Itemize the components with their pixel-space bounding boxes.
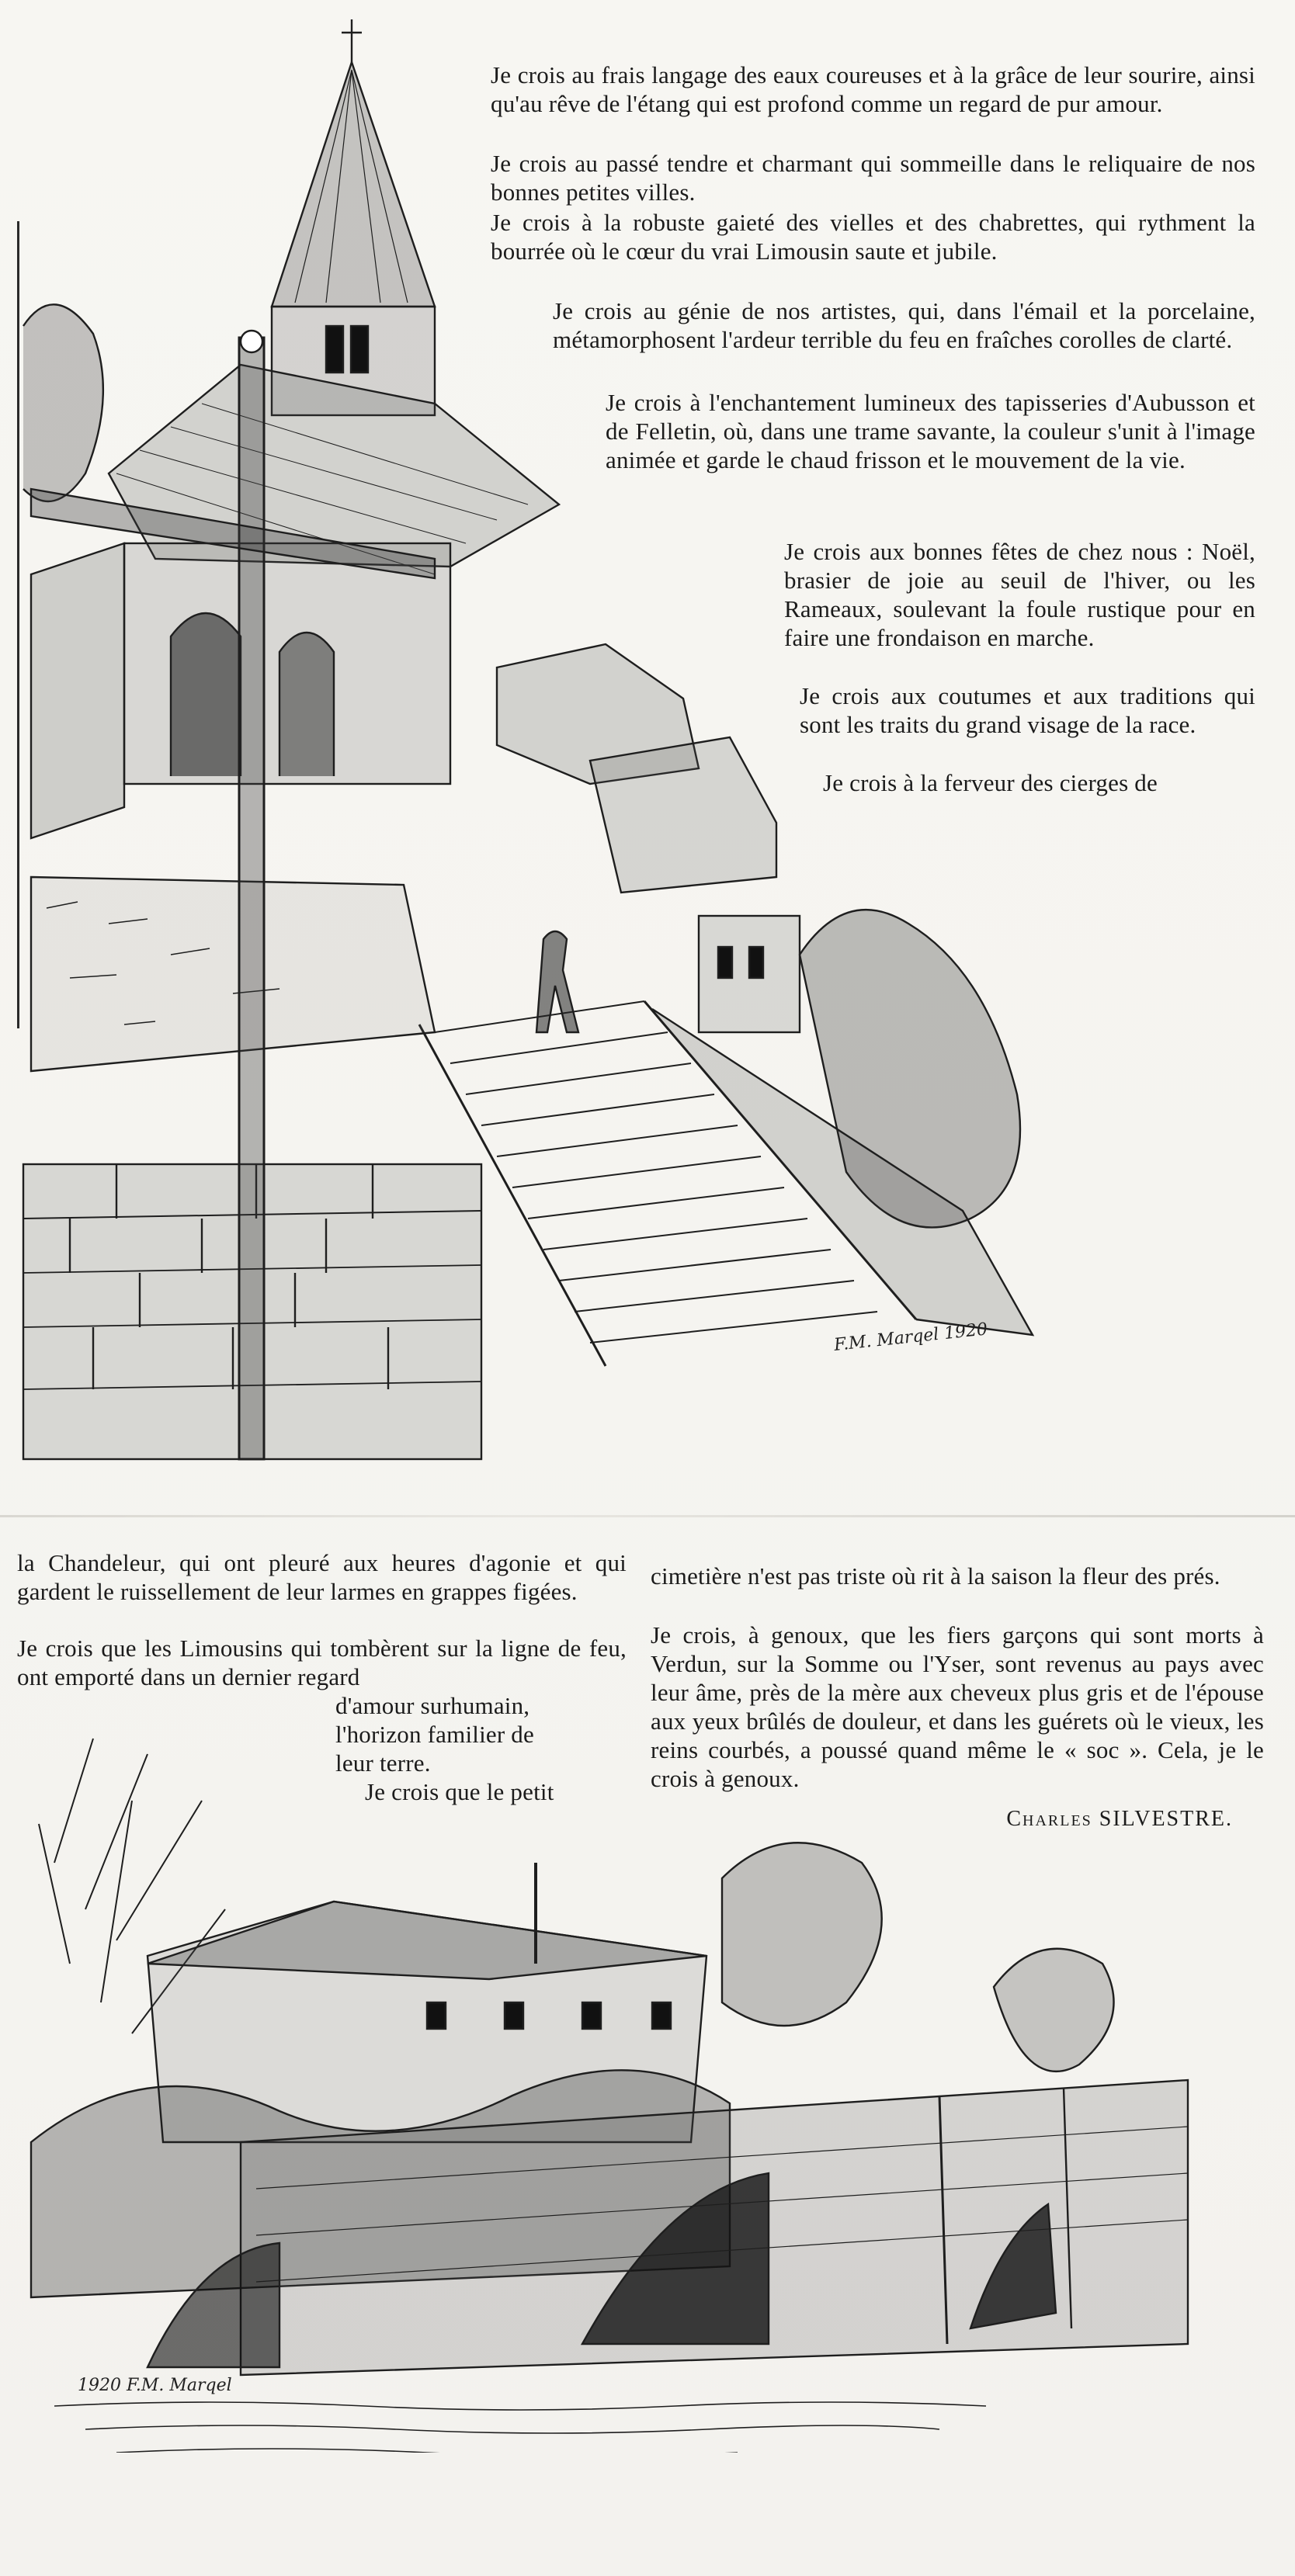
paragraph-2: Je crois au passé tendre et charmant qui sommeille dans le reliquaire de nos bonnes petites villes. bbox=[491, 150, 1255, 206]
left-paragraph-1: la Chandeleur, qui ont pleuré aux heures d'agonie et qui gardent le ruissellement de leur larmes en grappes figées. bbox=[17, 1549, 627, 1605]
right-paragraph-1: cimetière n'est pas triste où rit à la saison la fleur des prés. bbox=[651, 1562, 1220, 1590]
paragraph-5: Je crois à l'enchantement lumineux des tapisseries d'Aubusson et de Felletin, où, dans une trame savante, la couleur s'unit à l'image animée et garde le chaud frisson et le mouvement de la vie. bbox=[606, 389, 1255, 473]
paragraph-6: Je crois aux bonnes fêtes de chez nous : Noël, brasier de joie au seuil de l'hiver, ou les Rameaux, soulevant la foule rustique pour en faire une frondaison en marche. bbox=[784, 538, 1255, 651]
paragraph-4: Je crois au génie de nos artistes, qui, dans l'émail et la porcelaine, métamorphosent l'ardeur terrible du feu en fraîches corolles de clarté. bbox=[553, 297, 1255, 353]
left-line-petit: Je crois que le petit bbox=[365, 1778, 554, 1805]
paragraph-8: Je crois à la ferveur des cierges de bbox=[823, 769, 1158, 796]
top-artist-mark: F.M. Marqel 1920 bbox=[833, 1319, 989, 1355]
left-line-amour: d'amour surhumain, bbox=[335, 1692, 530, 1719]
right-paragraph-2: Je crois, à genoux, que les fiers garçons qui sont morts à Verdun, sur la Somme ou l'Yser, sont revenus au pays avec leur âme, près de la mère aux cheveux plus gris et de l'épouse aux yeux brûlés de douleur, et dans les guérets où le vieux, les reins courbés, a poussé quand même le « soc ». Cela, je le crois à genoux. bbox=[651, 1621, 1264, 1792]
left-paragraph-2: Je crois que les Limousins qui tombèrent sur la ligne de feu, ont emporté dans un dernier regard bbox=[17, 1635, 627, 1690]
paragraph-3: Je crois à la robuste gaieté des vielles et des chabrettes, qui rythment la bourrée où le cœur du vrai Limousin saute et jubile. bbox=[491, 209, 1255, 265]
paragraph-7: Je crois aux coutumes et aux traditions qui sont les traits du grand visage de la race. bbox=[800, 682, 1255, 738]
bottom-artist-mark: 1920 F.M. Marqel bbox=[78, 2376, 232, 2395]
bridge-illustration bbox=[23, 1708, 1234, 2453]
left-line-horizon: l'horizon familier de bbox=[335, 1721, 534, 1748]
signature: Charles SILVESTRE. bbox=[1006, 1807, 1233, 1831]
paragraph-1: Je crois au frais langage des eaux coureuses et à la grâce de leur sourire, ainsi qu'au rêve de l'étang qui est profond comme un regard de pur amour. bbox=[491, 61, 1255, 117]
left-line-terre: leur terre. bbox=[335, 1749, 431, 1777]
